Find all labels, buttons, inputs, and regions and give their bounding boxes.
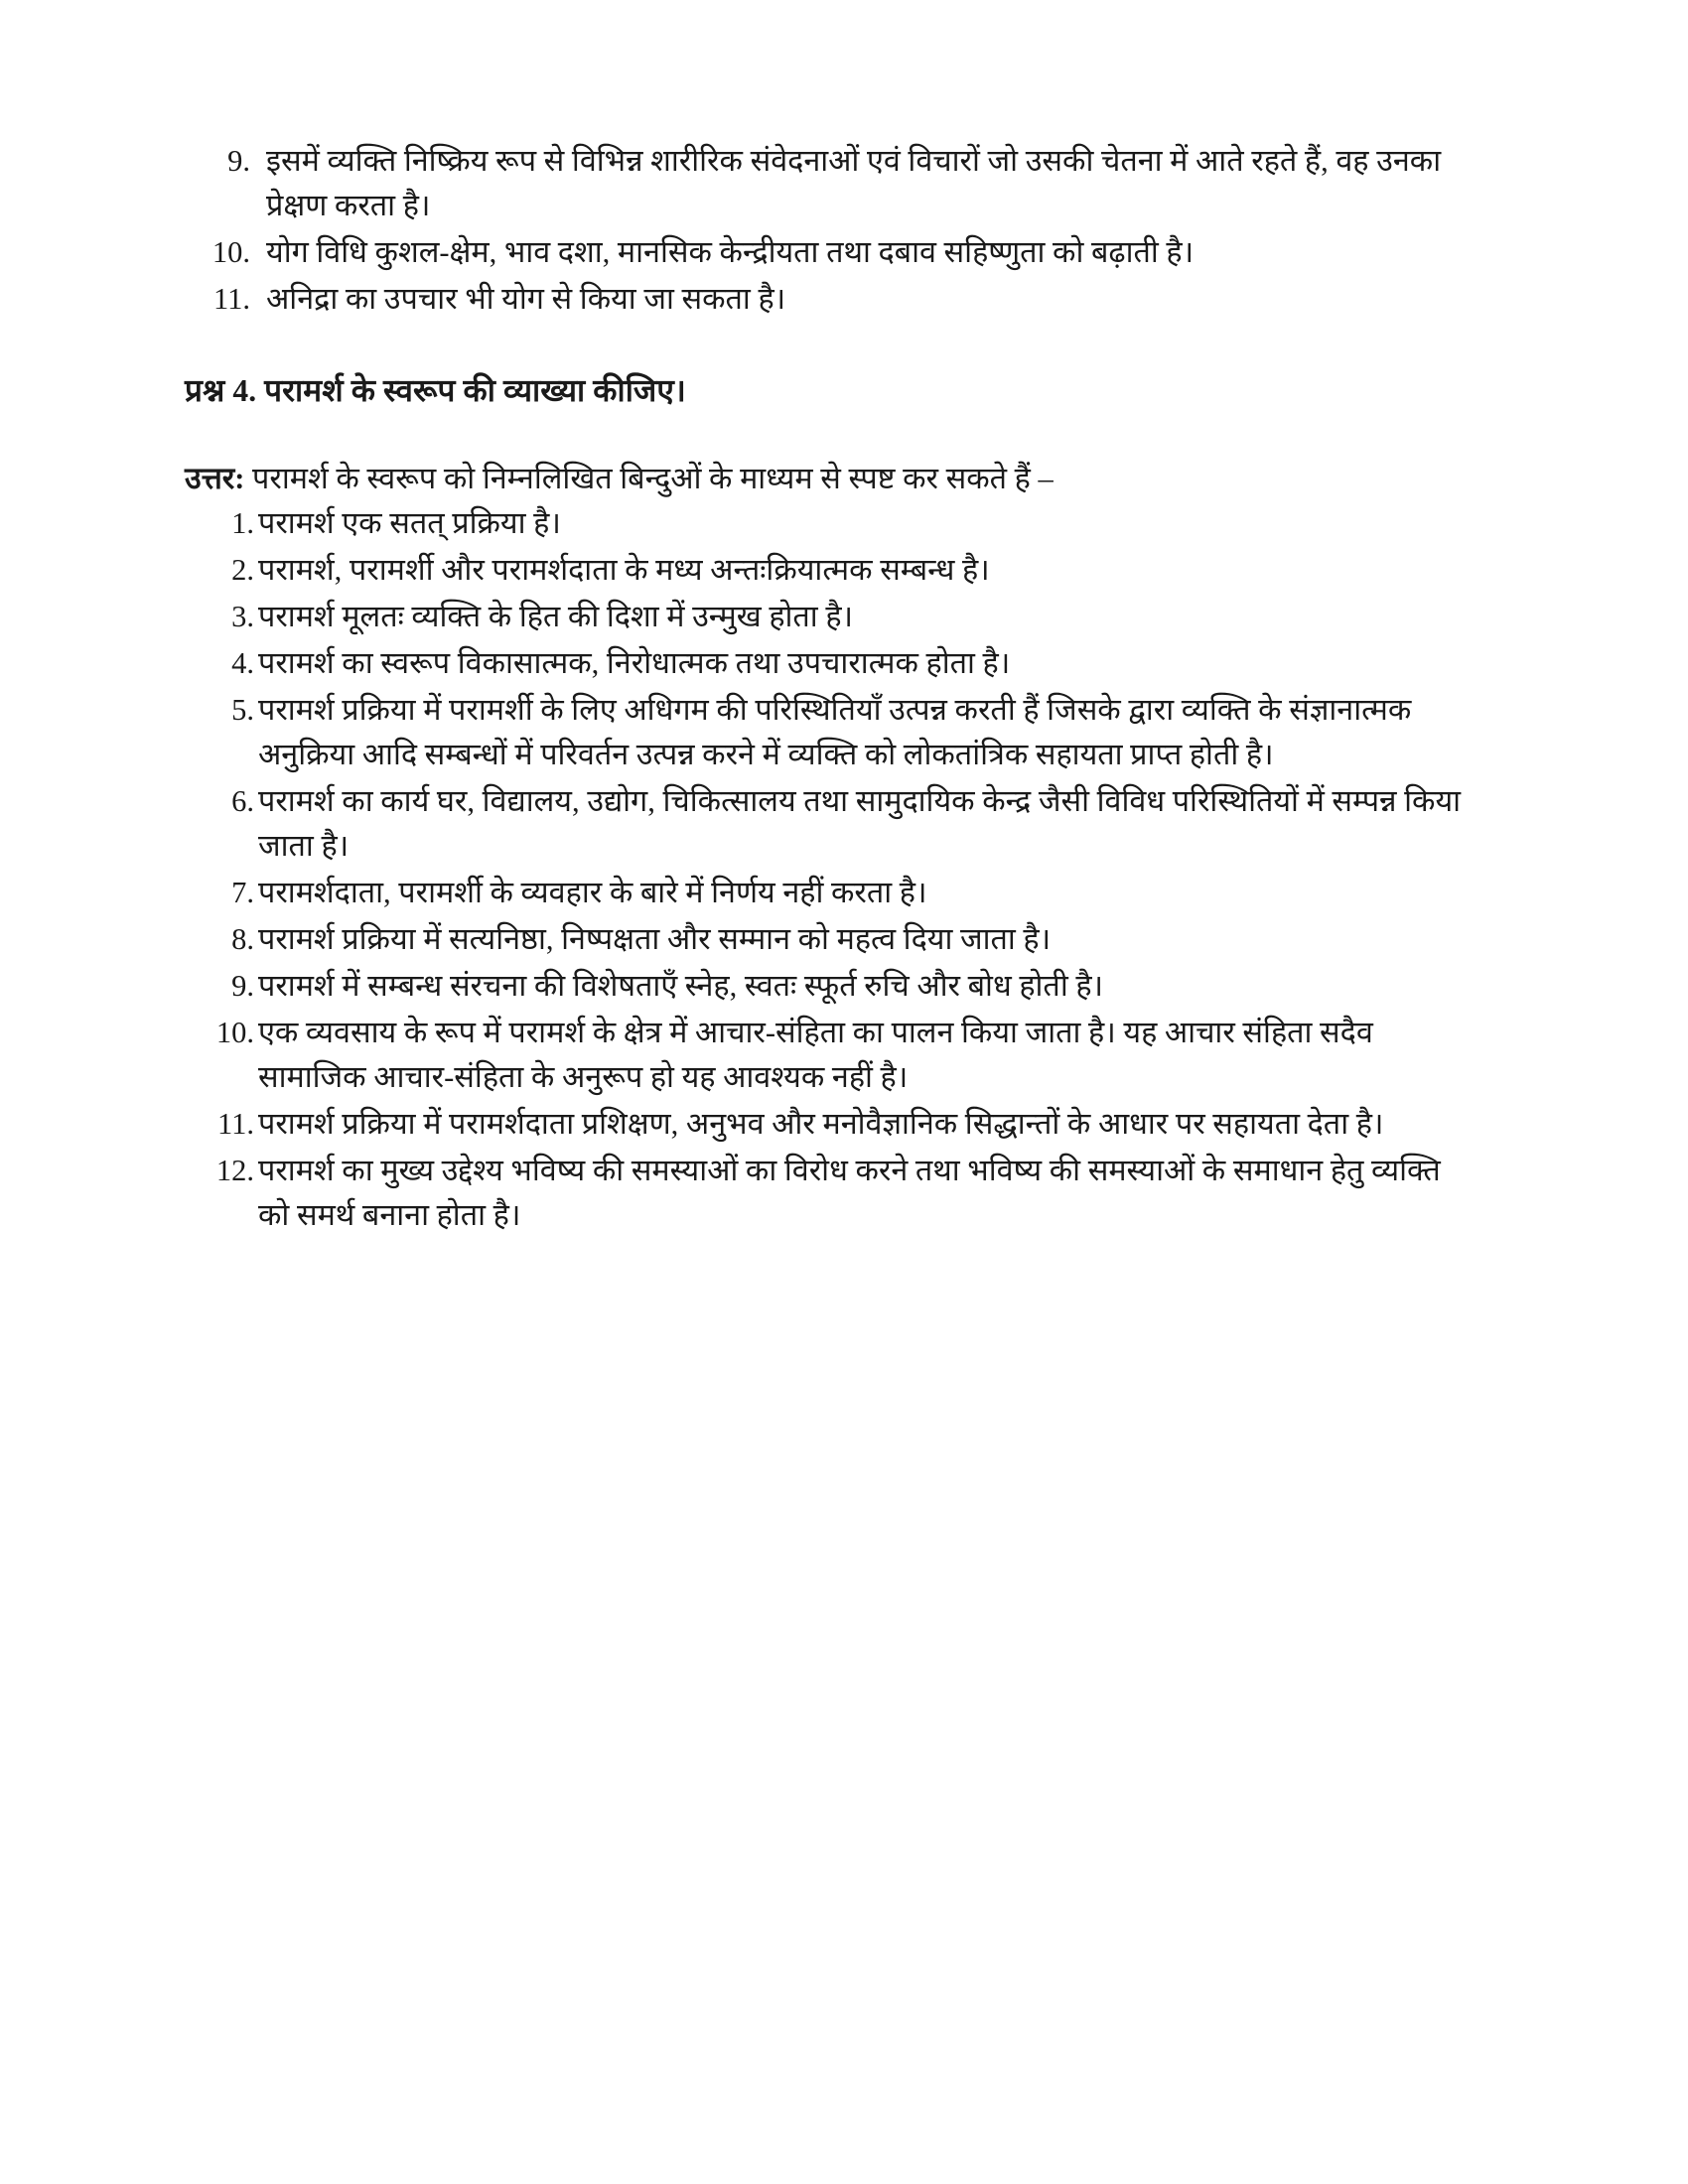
- list-item-number: 5.: [231, 693, 254, 727]
- document-content: [185, 139, 1466, 1935]
- list-item: [185, 548, 1466, 593]
- list-item-text: परामर्श प्रक्रिया में परामर्शदाता प्रशिक्षण, अनुभव और मनोवैज्ञानिक सिद्धान्तों के आधार पर सहायता देता है।: [258, 1107, 1384, 1141]
- list-item-text: परामर्श प्रक्रिया में सत्यनिष्ठा, निष्पक्षता और सम्मान को महत्व दिया जाता है।: [258, 922, 1052, 956]
- list-item-number: 7.: [231, 876, 254, 909]
- list-item: [185, 688, 1466, 777]
- list-item-text: परामर्श, परामर्शी और परामर्शदाता के मध्य अन्तःक्रियात्मक सम्बन्ध है।: [258, 553, 990, 587]
- answer-list: [185, 501, 1466, 1238]
- page-bottom-whitespace: [185, 1240, 1466, 1935]
- list-item: [185, 1149, 1466, 1238]
- list-item: [185, 595, 1466, 639]
- list-item-number: 11.: [213, 282, 250, 316]
- list-item: [185, 641, 1466, 686]
- list-item-number: 4.: [231, 646, 254, 680]
- list-item-text: परामर्श प्रक्रिया में परामर्शी के लिए अधिगम की परिस्थितियाँ उत्पन्न करती हैं जिसके द्वारा व्यक्ति के संज्ञानात्मक अनुक्रिया आदि सम्बन्धों में परिवर्तन उत्पन्न करने में व्यक्ति को लोकतांत्रिक सहायता प्राप्त होती है।: [258, 693, 1412, 771]
- continuation-list: [185, 139, 1466, 322]
- list-item-number: 9.: [227, 144, 250, 178]
- list-item: [185, 501, 1466, 546]
- list-item-number: 2.: [231, 553, 254, 587]
- list-item-number: 11.: [217, 1107, 254, 1141]
- list-item-text: परामर्श का कार्य घर, विद्यालय, उद्योग, चिकित्सालय तथा सामुदायिक केन्द्र जैसी विविध परिस्थितियों में सम्पन्न किया जाता है।: [258, 784, 1462, 863]
- answer-label: उत्तर:: [185, 462, 245, 495]
- list-item-text: अनिद्रा का उपचार भी योग से किया जा सकता है।: [266, 282, 786, 316]
- list-item: [185, 964, 1466, 1009]
- list-item: [185, 779, 1466, 869]
- list-item-text: परामर्श मूलतः व्यक्ति के हित की दिशा में उन्मुख होता है।: [258, 600, 854, 633]
- list-item-text: योग विधि कुशल-क्षेम, भाव दशा, मानसिक केन्द्रीयता तथा दबाव सहिष्णुता को बढ़ाती है।: [266, 235, 1195, 269]
- list-item: [185, 1102, 1466, 1147]
- answer-intro-paragraph: [185, 457, 1466, 501]
- list-item-text: परामर्शदाता, परामर्शी के व्यवहार के बारे में निर्णय नहीं करता है।: [258, 876, 927, 909]
- list-item-number: 8.: [231, 922, 254, 956]
- list-item-text: परामर्श का मुख्य उद्देश्य भविष्य की समस्याओं का विरोध करने तथा भविष्य की समस्याओं के समाधान हेतु व्यक्ति को समर्थ बनाना होता है।: [258, 1154, 1441, 1232]
- list-item-number: 1.: [231, 506, 254, 540]
- list-item-number: 10.: [211, 235, 250, 269]
- list-item: [185, 139, 1466, 228]
- list-item-text: इसमें व्यक्ति निष्क्रिय रूप से विभिन्न शारीरिक संवेदनाओं एवं विचारों जो उसकी चेतना में आते रहते हैं, वह उनका प्रेक्षण करता है।: [266, 144, 1442, 222]
- list-item-number: 9.: [231, 969, 254, 1003]
- list-item: [185, 871, 1466, 915]
- list-item-text: परामर्श में सम्बन्ध संरचना की विशेषताएँ स्नेह, स्वतः स्फूर्त रुचि और बोध होती है।: [258, 969, 1104, 1003]
- question-heading: प्रश्न 4. परामर्श के स्वरूप की व्याख्या कीजिए।: [185, 373, 686, 408]
- list-item-number: 10.: [215, 1016, 254, 1049]
- list-item: [185, 277, 1466, 322]
- list-item: [185, 230, 1466, 275]
- list-item-number: 12.: [215, 1154, 254, 1187]
- list-item-text: परामर्श का स्वरूप विकासात्मक, निरोधात्मक तथा उपचारात्मक होता है।: [258, 646, 1011, 680]
- list-item: [185, 917, 1466, 962]
- list-item-number: 3.: [231, 600, 254, 633]
- answer-intro-text: परामर्श के स्वरूप को निम्नलिखित बिन्दुओं के माध्यम से स्पष्ट कर सकते हैं –: [244, 462, 1054, 495]
- list-item-text: परामर्श एक सतत् प्रक्रिया है।: [258, 506, 561, 540]
- list-item-text: एक व्यवसाय के रूप में परामर्श के क्षेत्र में आचार-संहिता का पालन किया जाता है। यह आचार संहिता सदैव सामाजिक आचार-संहिता के अनुरूप हो यह आवश्यक नहीं है।: [258, 1016, 1373, 1094]
- list-item-number: 6.: [231, 784, 254, 818]
- list-item: [185, 1011, 1466, 1100]
